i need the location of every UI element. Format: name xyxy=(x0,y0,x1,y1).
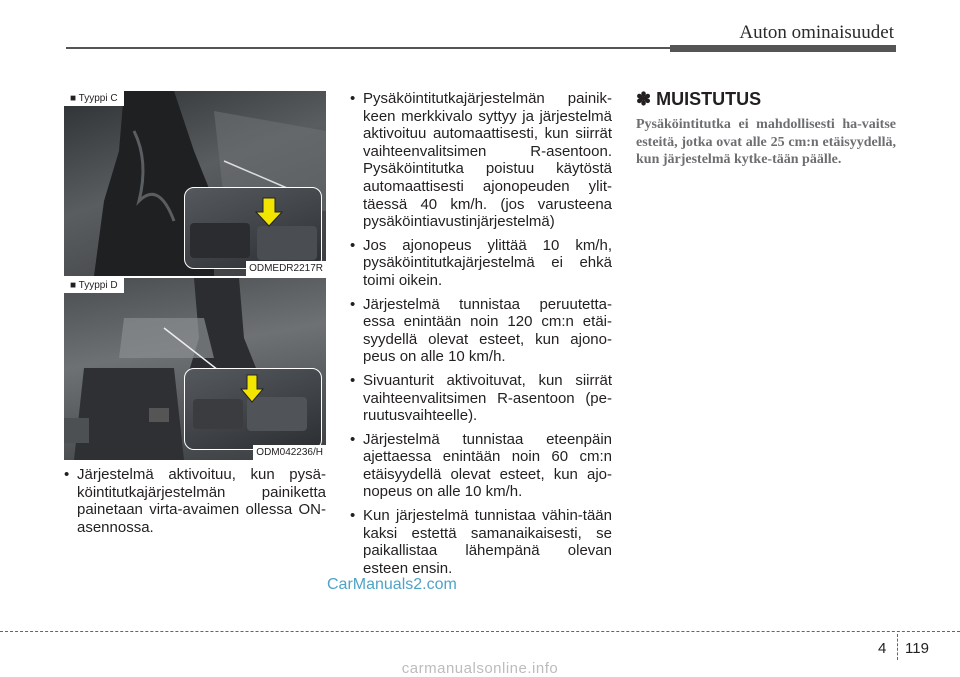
watermark: CarManuals2.com xyxy=(327,576,457,593)
figure-label: ■ Tyyppi C xyxy=(64,91,124,106)
memo-title: ✽ MUISTUTUS xyxy=(636,89,762,109)
site-watermark: carmanualsonline.info xyxy=(401,660,559,677)
list-item: • Järjestelmä tunnistaa eteenpäin ajettaessa enintään noin 60 cm:n etäisyydellä olevat esteet, kun ajo-nopeus on alle 10 km/h. xyxy=(350,431,612,501)
figure-code: ODMEDR2217R xyxy=(246,261,326,276)
list-item: • Järjestelmä aktivoituu, kun pysä-köintitutkajärjestelmän painiketta painetaan virta-avaimen ollessa ON-asennossa. xyxy=(64,466,326,536)
list-item: • Kun järjestelmä tunnistaa vähin-tään kaksi estettä samanaikaisesti, se paikallistaa lähempänä olevan esteen ensin. xyxy=(350,507,612,577)
list-item: • Järjestelmä tunnistaa peruutetta-essa enintään noin 120 cm:n etäi-syydellä olevat esteet, kun ajono-peus on alle 10 km/h. xyxy=(350,296,612,366)
memo-body: Pysäköintitutka ei mahdollisesti ha-vaitse esteitä, jotka ovat alle 25 cm:n etäisyydellä, kun järjestelmä kytke-tään päälle. xyxy=(636,117,896,168)
left-column-list xyxy=(64,466,326,542)
header-rule xyxy=(66,47,670,49)
list-item: • Sivuanturit aktivoituvat, kun siirrät vaihteenvalitsimen R-asentoon (pe-ruutusvaihteelle). xyxy=(350,372,612,425)
parking-button-arrow-icon xyxy=(185,188,321,268)
button-closeup-c xyxy=(184,187,322,269)
header-bar xyxy=(670,45,896,52)
header-title: Auton ominaisuudet xyxy=(739,22,894,43)
figure-label: ■ Tyyppi D xyxy=(64,278,124,293)
chapter-number: 4 xyxy=(878,640,887,657)
figure-code: ODM042236/H xyxy=(253,445,326,460)
list-item: • Jos ajonopeus ylittää 10 km/h, pysäköintitutkajärjestelmä ei ehkä toimi oikein. xyxy=(350,237,612,290)
parking-button-arrow-icon xyxy=(185,369,321,449)
footer-divider xyxy=(897,634,898,660)
list-item: • Pysäköintitutkajärjestelmän painik-keen merkkivalo syttyy ja järjestelmä aktivoituu automaattisesti, kun siirrät vaihteenvalitsimen R-asentoon. Pysäköintitutka poistuu käytöstä automaattisesti ajonopeuden ylit-täessä 40 km/h. (jos varusteena pysäköintiavustinjärjestelmä) xyxy=(350,90,612,231)
middle-column-list xyxy=(350,90,612,583)
figure-type-d xyxy=(64,278,326,460)
button-closeup-d xyxy=(184,368,322,450)
page-number: 119 xyxy=(905,640,929,657)
footer-rule xyxy=(0,631,960,632)
figure-type-c xyxy=(64,91,326,276)
